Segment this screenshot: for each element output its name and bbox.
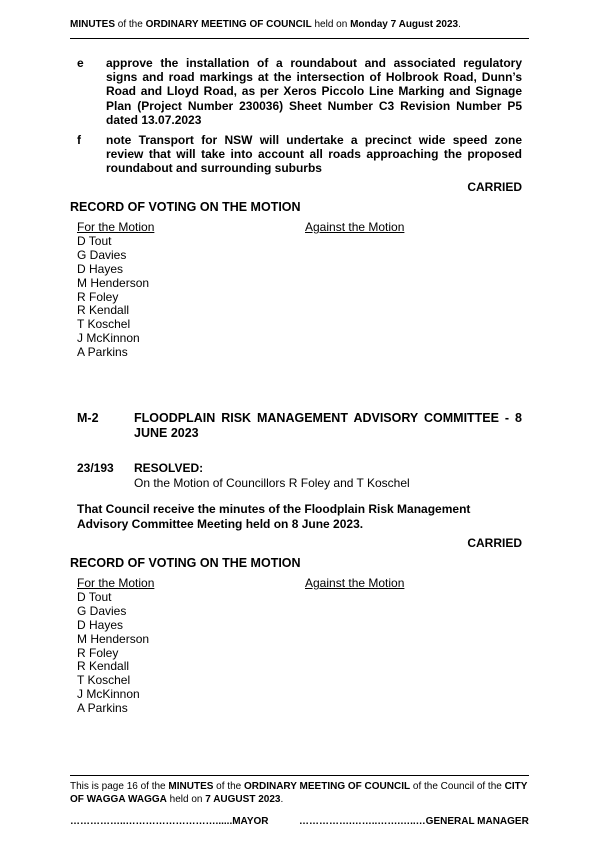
section-title: FLOODPLAIN RISK MANAGEMENT ADVISORY COMMITTEE - 8 JUNE 2023 (134, 411, 522, 440)
header-text: . (458, 19, 461, 30)
resolution-text: That Council receive the minutes of the Floodplain Risk Management Advisory Committee Meeting held on 8 June 2023. (77, 502, 471, 531)
for-motion-header: For the Motion (77, 576, 155, 590)
voter-name: D Tout (77, 590, 112, 604)
footer-meeting-name: ORDINARY MEETING OF COUNCIL (243, 781, 411, 792)
page-header (70, 19, 461, 30)
page-footer (70, 780, 529, 806)
voter-name: G Davies (77, 247, 127, 262)
header-meeting-date: Monday 7 August 2023 (350, 19, 459, 30)
header-minutes-word: MINUTES (70, 19, 115, 30)
voter-name: D Hayes (77, 261, 124, 276)
voter-name: R Kendall (77, 303, 130, 318)
header-text: held on (311, 19, 351, 30)
voter-name: M Henderson (77, 631, 150, 646)
footer-text: This is page 16 of the (70, 781, 169, 792)
voter-name: T Koschel (77, 317, 131, 332)
against-motion-header: Against the Motion (305, 576, 405, 590)
resolution-mover: On the Motion of Councillors R Foley and T Koschel (134, 476, 410, 490)
general-manager-signature-line: …………….……..…….…..…GENERAL MANAGER (299, 816, 529, 827)
voter-name: D Hayes (77, 617, 124, 632)
item-letter: e (77, 56, 84, 70)
voter-name: R Kendall (77, 659, 130, 674)
voting-record-title: RECORD OF VOTING ON THE MOTION (70, 556, 301, 570)
for-motion-header: For the Motion (77, 220, 155, 234)
footer-divider (70, 775, 529, 776)
header-divider (70, 38, 529, 39)
voter-name: A Parkins (77, 345, 128, 360)
voter-name: M Henderson (77, 275, 150, 290)
voting-record-title: RECORD OF VOTING ON THE MOTION (70, 200, 301, 214)
voter-name: A Parkins (77, 701, 128, 716)
voter-name: G Davies (77, 603, 127, 618)
voter-name: J McKinnon (77, 687, 140, 702)
footer-minutes-word: MINUTES (168, 781, 214, 792)
against-motion-header: Against the Motion (305, 220, 405, 234)
voter-name: R Foley (77, 645, 119, 660)
carried-label: CARRIED (467, 180, 522, 194)
header-meeting-name: ORDINARY MEETING OF COUNCIL (145, 19, 312, 30)
footer-date: 7 AUGUST 2023 (205, 794, 281, 805)
item-letter: f (77, 133, 81, 147)
header-text: of the (115, 19, 146, 30)
for-motion-list (77, 235, 149, 360)
voter-name: R Foley (77, 289, 119, 304)
resolution-number: 23/193 (77, 461, 114, 475)
voter-name: D Tout (77, 234, 112, 248)
footer-text: of the (213, 781, 244, 792)
section-number: M-2 (77, 411, 99, 425)
voter-name: J McKinnon (77, 331, 140, 346)
voter-name: T Koschel (77, 673, 131, 688)
footer-city: CITY OF WAGGA WAGGA (70, 781, 528, 805)
item-text: note Transport for NSW will undertake a precinct wide speed zone review that will take into account all roads approaching the proposed roundabout and surrounding suburbs (106, 133, 522, 176)
resolution-heading: RESOLVED: (134, 461, 204, 475)
footer-text: held on (166, 794, 206, 805)
carried-label: CARRIED (467, 536, 522, 550)
mayor-signature-line: ……………..………………………......MAYOR (70, 816, 269, 827)
item-text: approve the installation of a roundabout and associated regulatory signs and road markings at the intersection of Holbrook Road, Dunn’s Road and Lloyd Road, as per Xeros Piccolo Line Marking and Signage Plan (Project Number 230036) Sheet Number C3 Revision Number P5 dated 13.07.2023 (106, 56, 522, 127)
footer-text: . (280, 794, 284, 805)
footer-text: of the Council of the (410, 781, 505, 792)
for-motion-list (77, 591, 149, 716)
